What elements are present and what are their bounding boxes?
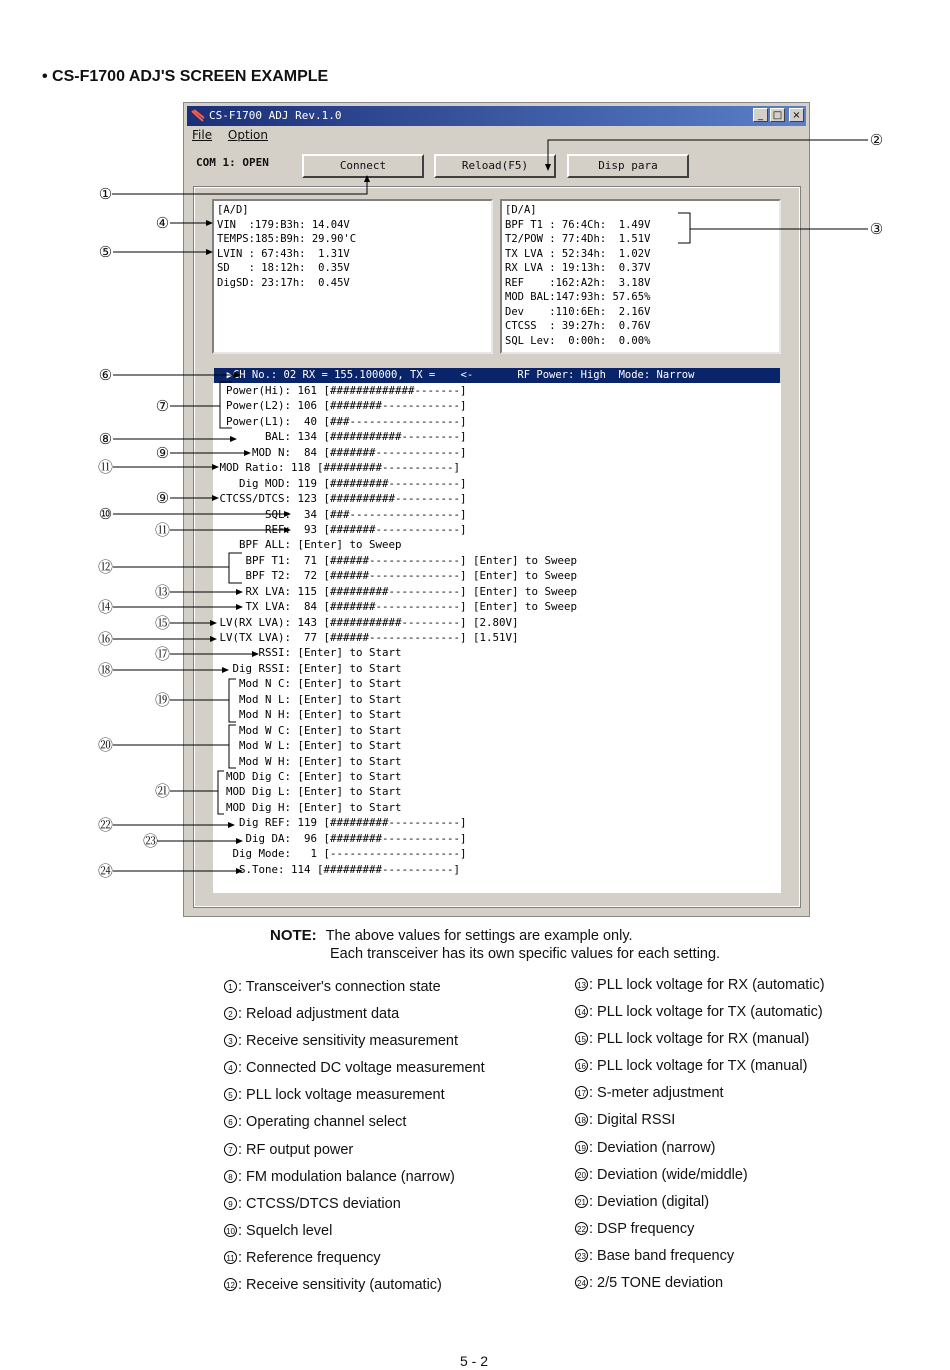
page-number: 5 - 2 bbox=[460, 1353, 489, 1369]
da-line: SQL Lev: 0:00h: 0.00% bbox=[505, 334, 651, 347]
param-row[interactable]: MOD Dig C: [Enter] to Start bbox=[213, 769, 402, 783]
param-row[interactable]: RSSI: [Enter] to Start bbox=[213, 646, 402, 660]
param-row[interactable]: BPF T1: 71 [######--------------] [Enter] to Sweep bbox=[213, 553, 578, 567]
legend-text: : Reference frequency bbox=[238, 1249, 381, 1266]
note bbox=[270, 927, 720, 963]
param-row[interactable]: TX LVA: 84 [#######-------------] [Enter] to Sweep bbox=[213, 600, 578, 614]
legend-text: : Deviation (digital) bbox=[589, 1193, 710, 1210]
note-label: NOTE: bbox=[270, 927, 317, 944]
ad-line: TEMPS:185:B9h: 29.90'C bbox=[217, 233, 357, 245]
callout-number: ③ bbox=[869, 221, 884, 238]
legend-text: : 2/5 TONE deviation bbox=[589, 1275, 724, 1292]
legend-number: 6 bbox=[224, 1115, 237, 1128]
da-line: RX LVA : 19:13h: 0.37V bbox=[505, 262, 651, 274]
callout-number: ⑦ bbox=[155, 398, 170, 415]
legend-text: : Base band frequency bbox=[589, 1247, 735, 1264]
da-line: T2/POW : 77:4Dh: 1.51V bbox=[505, 233, 651, 245]
legend-left bbox=[224, 974, 485, 1299]
param-row[interactable]: Dig Mode: 1 [--------------------] bbox=[213, 847, 467, 861]
legend-text: : PLL lock voltage for RX (manual) bbox=[589, 1031, 810, 1048]
legend-number: 5 bbox=[224, 1088, 237, 1101]
callout-number: ⑩ bbox=[98, 506, 113, 523]
legend-number: 18 bbox=[575, 1113, 588, 1126]
legend-text: : Digital RSSI bbox=[589, 1112, 676, 1129]
param-row[interactable]: SQL: 34 [###-----------------] bbox=[213, 507, 467, 521]
callout-number: ⑳ bbox=[98, 737, 114, 754]
ad-line: LVIN : 67:43h: 1.31V bbox=[217, 247, 350, 260]
legend-item bbox=[575, 1189, 825, 1216]
com-status: COM 1: OPEN bbox=[196, 156, 269, 169]
da-line: MOD BAL:147:93h: 57.65% bbox=[505, 291, 651, 303]
legend-text: : Squelch level bbox=[238, 1222, 333, 1239]
legend-number: 23 bbox=[575, 1249, 588, 1262]
legend-number: 19 bbox=[575, 1141, 588, 1154]
legend-item bbox=[575, 1243, 825, 1270]
param-row[interactable]: BAL: 134 [###########---------] bbox=[213, 430, 467, 444]
callout-number: ㉔ bbox=[98, 863, 114, 880]
legend-right bbox=[575, 972, 825, 1297]
callout-number: ㉑ bbox=[155, 783, 171, 800]
da-line: CTCSS : 39:27h: 0.76V bbox=[505, 320, 651, 332]
param-row[interactable]: LV(TX LVA): 77 [######--------------] [1.51V] bbox=[213, 631, 519, 644]
callout-number: ⑥ bbox=[98, 367, 113, 384]
param-row[interactable]: Dig REF: 119 [#########-----------] bbox=[213, 816, 467, 830]
callout-number: ⑪ bbox=[98, 459, 114, 476]
note-line2: Each transceiver has its own specific values for each setting. bbox=[330, 946, 721, 962]
param-row[interactable]: S.Tone: 114 [#########-----------] bbox=[213, 862, 461, 876]
param-row[interactable]: MOD N: 84 [#######-------------] bbox=[213, 445, 467, 459]
param-row[interactable]: Power(L2): 106 [########------------] bbox=[213, 399, 467, 413]
param-row[interactable]: BPF T2: 72 [######--------------] [Enter] to Sweep bbox=[213, 569, 578, 583]
legend-item bbox=[575, 1080, 825, 1107]
da-line: REF :162:A2h: 3.18V bbox=[505, 276, 651, 289]
channel-row-selected[interactable]: ▶CH No.: 02 RX = 155.100000, TX = <- RF Power: High Mode: Narrow bbox=[214, 368, 780, 383]
close-icon[interactable]: × bbox=[789, 108, 804, 122]
legend-number: 10 bbox=[224, 1224, 237, 1237]
param-row[interactable]: Power(Hi): 161 [#############-------] bbox=[213, 384, 467, 397]
menu-file[interactable]: File bbox=[192, 128, 213, 142]
legend-item bbox=[224, 1082, 485, 1109]
legend-text: : Operating channel select bbox=[238, 1114, 407, 1131]
callout-number: ⑰ bbox=[155, 646, 171, 663]
legend-number: 12 bbox=[224, 1278, 237, 1291]
legend-item bbox=[224, 1164, 485, 1191]
legend-number: 24 bbox=[575, 1276, 588, 1289]
legend-number: 16 bbox=[575, 1059, 588, 1072]
callout-number: ㉒ bbox=[98, 817, 114, 834]
legend-item bbox=[575, 1270, 825, 1297]
param-row[interactable]: Dig MOD: 119 [#########-----------] bbox=[213, 476, 467, 490]
param-row[interactable]: Mod N H: [Enter] to Start bbox=[213, 708, 402, 722]
param-row[interactable]: MOD Ratio: 118 [#########-----------] bbox=[213, 461, 461, 475]
legend-text: : S-meter adjustment bbox=[589, 1085, 724, 1102]
callout-number: ⑭ bbox=[98, 599, 114, 616]
param-row[interactable]: LV(RX LVA): 143 [###########---------] [2.80V] bbox=[213, 615, 519, 629]
legend-item bbox=[224, 1055, 485, 1082]
param-row[interactable]: Mod W C: [Enter] to Start bbox=[213, 723, 402, 737]
legend-text: : PLL lock voltage for TX (automatic) bbox=[589, 1004, 823, 1021]
legend-text: : CTCSS/DTCS deviation bbox=[238, 1195, 401, 1212]
note-line1: The above values for settings are example only. bbox=[325, 928, 633, 944]
legend-item bbox=[575, 1162, 825, 1189]
legend-number: 9 bbox=[224, 1197, 237, 1210]
param-row[interactable]: RX LVA: 115 [#########-----------] [Enter] to Sweep bbox=[213, 584, 578, 598]
param-row[interactable]: MOD Dig H: [Enter] to Start bbox=[213, 800, 402, 814]
legend-number: 3 bbox=[224, 1034, 237, 1047]
da-line: Dev :110:6Eh: 2.16V bbox=[505, 305, 651, 318]
da-line: [D/A] bbox=[505, 204, 537, 216]
legend-text: : Receive sensitivity (automatic) bbox=[238, 1277, 442, 1294]
callout-number: ⑨ bbox=[155, 445, 170, 462]
legend-number: 13 bbox=[575, 978, 588, 991]
legend-item bbox=[224, 1137, 485, 1164]
connect-button[interactable]: Connect bbox=[302, 154, 424, 178]
legend-number: 7 bbox=[224, 1143, 237, 1156]
callout-number: ⑮ bbox=[155, 615, 171, 632]
legend-text: : RF output power bbox=[238, 1141, 354, 1158]
da-line: BPF T1 : 76:4Ch: 1.49V bbox=[505, 218, 651, 231]
param-row[interactable]: Mod N L: [Enter] to Start bbox=[213, 692, 402, 706]
legend-text: : DSP frequency bbox=[589, 1220, 695, 1237]
legend-item bbox=[575, 1107, 825, 1134]
param-row[interactable]: MOD Dig L: [Enter] to Start bbox=[213, 785, 402, 799]
legend-number: 8 bbox=[224, 1170, 237, 1183]
legend-item bbox=[224, 1191, 485, 1218]
ad-line: DigSD: 23:17h: 0.45V bbox=[217, 276, 350, 289]
legend-number: 1 bbox=[224, 980, 237, 993]
param-row[interactable]: Dig DA: 96 [########------------] bbox=[213, 831, 467, 845]
callout-number: ② bbox=[869, 132, 884, 149]
menu-option[interactable]: Option bbox=[227, 128, 268, 142]
callout-number: ⑨ bbox=[155, 490, 170, 507]
callout-number: ④ bbox=[155, 215, 170, 232]
legend-item bbox=[224, 1109, 485, 1136]
param-row[interactable]: Mod W L: [Enter] to Start bbox=[213, 739, 402, 753]
callout-number: ㉓ bbox=[143, 833, 159, 850]
param-row[interactable]: Mod N C: [Enter] to Start bbox=[213, 677, 402, 691]
legend-text: : Reload adjustment data bbox=[238, 1006, 400, 1023]
callout-number: ⑲ bbox=[155, 692, 171, 709]
ad-line: [A/D] bbox=[217, 204, 249, 216]
callout-number: ⑱ bbox=[98, 662, 114, 679]
legend-text: : FM modulation balance (narrow) bbox=[238, 1168, 455, 1185]
param-row[interactable]: Dig RSSI: [Enter] to Start bbox=[213, 661, 402, 675]
param-row[interactable]: CTCSS/DTCS: 123 [##########----------] bbox=[213, 492, 467, 506]
param-row[interactable]: BPF ALL: [Enter] to Sweep bbox=[213, 538, 402, 552]
legend-text: : Receive sensitivity measurement bbox=[238, 1033, 458, 1050]
window-title: CS-F1700 ADJ Rev.1.0 bbox=[209, 109, 342, 122]
legend-item bbox=[224, 1245, 485, 1272]
legend-number: 17 bbox=[575, 1086, 588, 1099]
legend-number: 22 bbox=[575, 1222, 588, 1235]
disp-para-button[interactable]: Disp para bbox=[567, 154, 689, 178]
legend-item bbox=[224, 974, 485, 1001]
legend-item bbox=[575, 1135, 825, 1162]
legend-item bbox=[224, 1001, 485, 1028]
legend-text: : PLL lock voltage for RX (automatic) bbox=[589, 977, 825, 993]
legend-number: 20 bbox=[575, 1168, 588, 1181]
legend-number: 21 bbox=[575, 1195, 588, 1208]
da-line: TX LVA : 52:34h: 1.02V bbox=[505, 247, 651, 260]
maximize-icon[interactable]: □ bbox=[770, 108, 785, 122]
callout-number: ⑫ bbox=[98, 559, 114, 576]
legend-text: : PLL lock voltage measurement bbox=[238, 1087, 445, 1104]
legend-number: 11 bbox=[224, 1251, 237, 1264]
legend-text: : Connected DC voltage measurement bbox=[238, 1060, 485, 1077]
legend-item bbox=[224, 1272, 485, 1299]
callout-number: ⑧ bbox=[98, 431, 113, 448]
legend-item bbox=[575, 999, 825, 1026]
legend-item bbox=[224, 1218, 485, 1245]
legend-text: : Transceiver's connection state bbox=[238, 979, 441, 995]
legend-item bbox=[575, 1216, 825, 1243]
page-heading: • CS-F1700 ADJ'S SCREEN EXAMPLE bbox=[42, 68, 329, 85]
legend-text: : PLL lock voltage for TX (manual) bbox=[589, 1058, 808, 1075]
legend-number: 15 bbox=[575, 1032, 588, 1045]
legend-item bbox=[575, 1053, 825, 1080]
legend-text: : Deviation (wide/middle) bbox=[589, 1166, 748, 1183]
callout-number: ⑪ bbox=[155, 522, 171, 539]
callout-number: ⑯ bbox=[98, 631, 114, 648]
param-row[interactable]: REF: 93 [#######-------------] bbox=[213, 522, 467, 536]
legend-number: 4 bbox=[224, 1061, 237, 1074]
legend-number: 14 bbox=[575, 1005, 588, 1018]
legend-item bbox=[224, 1028, 485, 1055]
param-row[interactable]: Mod W H: [Enter] to Start bbox=[213, 754, 402, 768]
param-row[interactable]: Power(L1): 40 [###-----------------] bbox=[213, 414, 467, 428]
minimize-icon[interactable]: _ bbox=[753, 108, 768, 122]
callout-number: ⑤ bbox=[98, 244, 113, 261]
legend-number: 2 bbox=[224, 1007, 237, 1020]
callout-number: ① bbox=[98, 186, 113, 203]
ad-line: SD : 18:12h: 0.35V bbox=[217, 262, 350, 274]
ad-line: VIN :179:B3h: 14.04V bbox=[217, 218, 350, 231]
legend-text: : Deviation (narrow) bbox=[589, 1139, 716, 1156]
legend-item bbox=[575, 1026, 825, 1053]
legend-item bbox=[575, 972, 825, 999]
callout-number: ⑬ bbox=[155, 584, 171, 601]
reload-button[interactable]: Reload(F5) bbox=[434, 154, 556, 178]
